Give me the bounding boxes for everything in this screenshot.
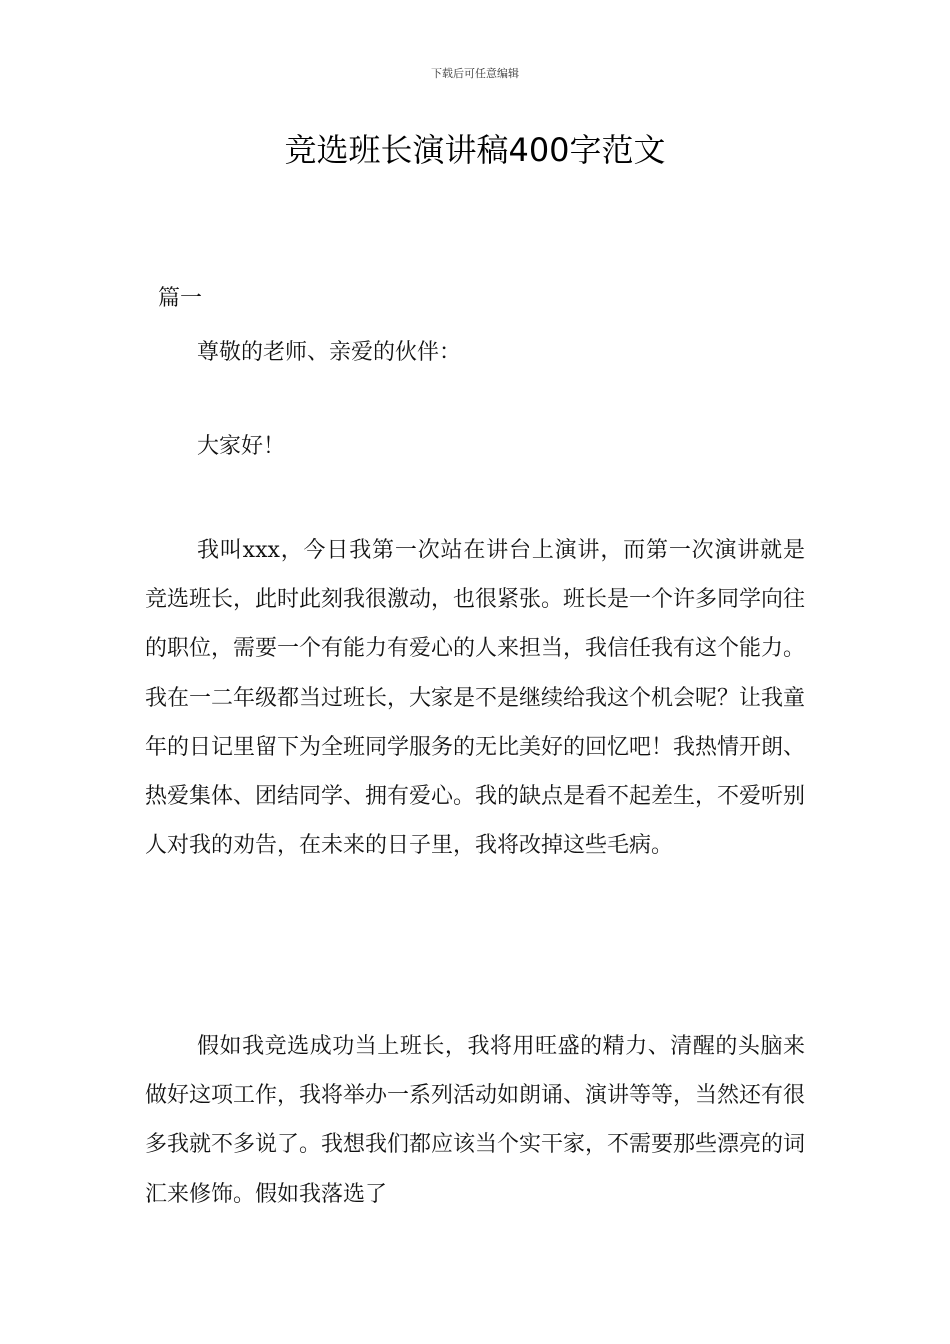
paragraph-hello: 大家好！ [197,434,286,459]
header-note: 下载后可任意编辑 [431,67,519,80]
paragraph-intro: 我叫xxx，今日我第一次站在讲台上演讲，而第一次演讲就是竞选班长，此时此刻我很激动，也很紧张。班长是一个许多同学向往的职位，需要一个有能力有爱心的人来担当，我信任我有这个能力。我在一二年级都当过班长，大家是不是继续给我这个机会呢？让我童年的日记里留下为全班同学服务的无比美好的回忆吧！我热情开朗、热爱集体、团结同学、拥有爱心。我的缺点是看不起差生，不爱听别人对我的劝告，在未来的日子里，我将改掉这些毛病。 [145,538,806,859]
document-title: 竞选班长演讲稿400字范文 [284,131,666,169]
section-label: 篇一 [158,286,203,311]
paragraph-plan: 假如我竞选成功当上班长，我将用旺盛的精力、清醒的头脑来做好这项工作，我将举办一系列活动如朗诵、演讲等等，当然还有很多我就不多说了。我想我们都应该当个实干家，不需要那些漂亮的词汇来修饰。假如我落选了 [145,1034,806,1207]
paragraph-greeting: 尊敬的老师、亲爱的伙伴： [197,340,462,365]
